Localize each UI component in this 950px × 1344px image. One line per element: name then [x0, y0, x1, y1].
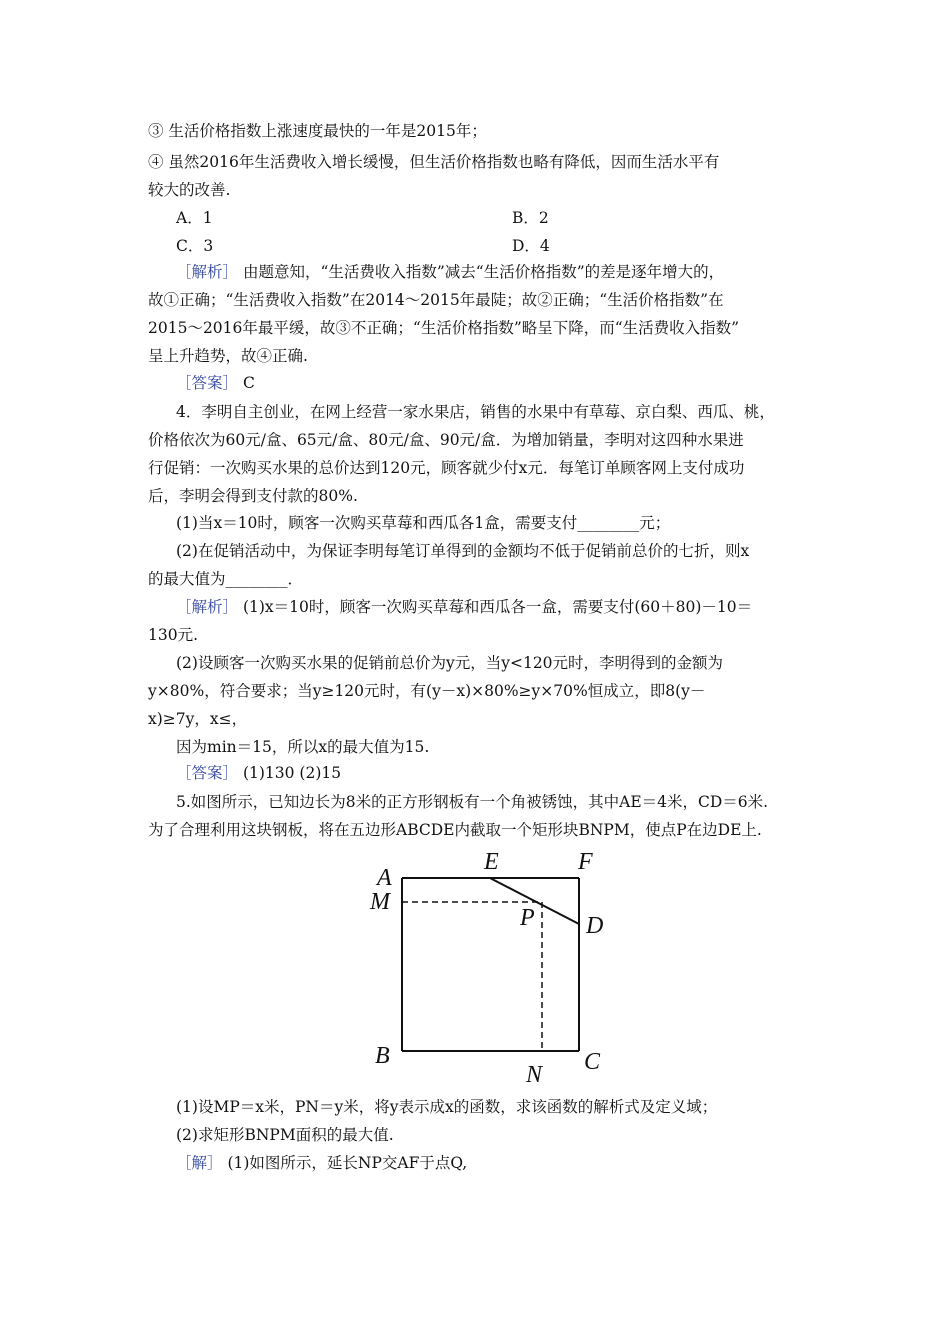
q4-analysis-line-5: x)≥7y，x≤， [148, 710, 248, 728]
option-a: A．1 [176, 209, 213, 227]
label-f: F [578, 849, 593, 875]
q5-stem-line-1: 5.如图所示，已知边长为8米的正方形钢板有一个角被锈蚀，其中AE＝4米，CD＝6米. [176, 793, 769, 811]
q4-analysis-line-4: y×80%，符合要求；当y≥120元时，有(y－x)×80%≥y×70%恒成立，即8(y－ [148, 682, 706, 700]
solution-tag: ［解］ [176, 1154, 223, 1172]
q4-analysis-line-2: 130元. [148, 626, 199, 644]
option-d: D．4 [512, 237, 550, 255]
answer-tag: ［答案］ [176, 374, 239, 392]
statement-3: ③ 生活价格指数上涨速度最快的一年是2015年； [148, 122, 487, 140]
q3-answer-line [176, 373, 255, 393]
label-n: N [526, 1062, 543, 1088]
q3-answer: C [238, 374, 255, 392]
q5-stem-line-2: 为了合理利用这块钢板，将在五边形ABCDE内截取一个矩形块BNPM，使点P在边DE上. [148, 821, 762, 839]
q4-stem-line-4: 后，李明会得到支付款的80%. [148, 487, 358, 505]
q4-analysis-text-1: (1)x＝10时，顾客一次购买草莓和西瓜各一盒，需要支付(60＋80)－10＝ [238, 598, 753, 616]
option-c: C．3 [176, 237, 214, 255]
q5-part-2: (2)求矩形BNPM面积的最大值. [176, 1126, 394, 1144]
q5-solution-line [176, 1153, 467, 1173]
option-b: B．2 [512, 209, 549, 227]
q5-solution-text: (1)如图所示，延长NP交AF于点Q, [222, 1154, 468, 1172]
label-a: A [377, 865, 392, 891]
q4-stem-line-1: 4．李明自主创业，在网上经营一家水果店，销售的水果中有草莓、京白梨、西瓜、桃， [176, 403, 775, 421]
analysis-tag: ［解析］ [176, 598, 239, 616]
q4-part-2-line-1: (2)在促销活动中，为保证李明每笔订单得到的金额均不低于促销前总价的七折，则x [176, 542, 750, 560]
q4-answer-line [176, 763, 341, 783]
q4-analysis-line-1 [176, 597, 752, 617]
q3-analysis-text-1: 由题意知，“生活费收入指数”减去“生活价格指数”的差是逐年增大的， [238, 263, 725, 281]
answer-tag: ［答案］ [176, 764, 239, 782]
q3-analysis-line-3: 2015～2016年最平缓，故③不正确；“生活价格指数”略呈下降，而“生活费收入指数” [148, 319, 740, 337]
q3-analysis-line-2: 故①正确；“生活费收入指数”在2014～2015年最陡；故②正确；“生活价格指数”在 [148, 291, 724, 309]
analysis-tag: ［解析］ [176, 263, 239, 281]
square-plate-figure [360, 845, 620, 1090]
q3-analysis-line-4: 呈上升趋势，故④正确. [148, 347, 308, 365]
label-c: C [584, 1049, 601, 1075]
q3-analysis-line-1 [176, 262, 724, 282]
q4-stem-line-2: 价格依次为60元/盒、65元/盒、80元/盒、90元/盒．为增加销量，李明对这四种水果进 [148, 431, 744, 449]
label-p: P [520, 905, 535, 931]
statement-4-line-2: 较大的改善. [148, 181, 231, 199]
label-e: E [484, 849, 499, 875]
q4-analysis-line-3: (2)设顾客一次购买水果的促销前总价为y元，当y<120元时，李明得到的金额为 [176, 654, 724, 672]
q4-part-1: (1)当x＝10时，顾客一次购买草莓和西瓜各1盒，需要支付________元； [176, 514, 671, 532]
label-d: D [586, 913, 604, 939]
label-b: B [375, 1043, 390, 1069]
q4-answer: (1)130 (2)15 [238, 764, 342, 782]
q4-stem-line-3: 行促销：一次购买水果的总价达到120元，顾客就少付x元．每笔订单顾客网上支付成功 [148, 459, 745, 477]
q4-analysis-line-6: 因为min＝15，所以x的最大值为15. [176, 738, 430, 756]
q5-part-1: (1)设MP＝x米，PN＝y米，将y表示成x的函数，求该函数的解析式及定义域； [176, 1098, 718, 1116]
q4-part-2-line-2: 的最大值为________． [148, 570, 304, 588]
label-m: M [370, 889, 390, 915]
statement-4-line-1: ④ 虽然2016年生活费收入增长缓慢，但生活价格指数也略有降低，因而生活水平有 [148, 153, 720, 171]
